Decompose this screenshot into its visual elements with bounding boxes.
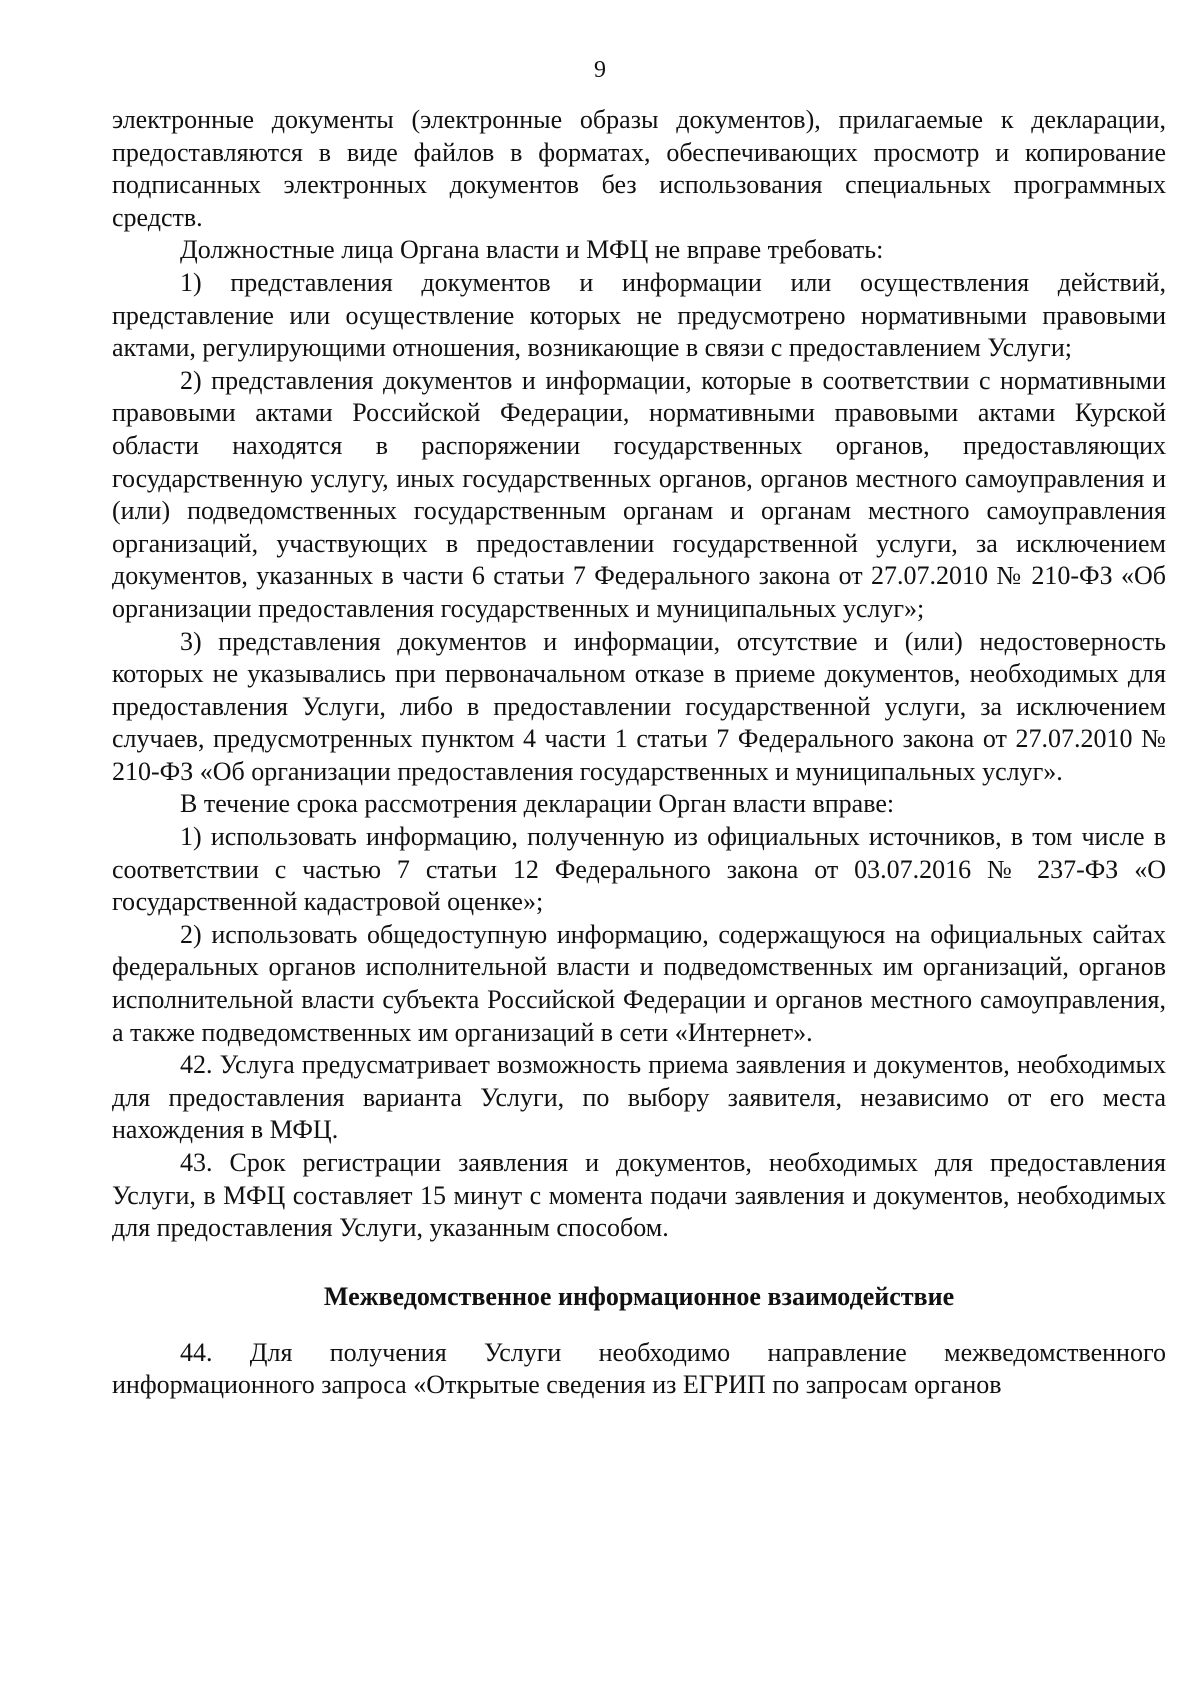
section-heading: Межведомственное информационное взаимодействие	[323, 1281, 955, 1311]
list-item-paragraph: 2) представления документов и информации, которые в соответствии с нормативными правовыми актами Российской Федерации, нормативными правовыми актами Курской области находятся в распоряжении государственных органов, предоставляющих государственную услугу, иных государственных органов, органов местного самоуправления и (или) подведомственных государственным органам и органам местного самоуправления организаций, участвующих в предоставлении государственной услуги, за исключением документов, указанных в части 6 статьи 7 Федерального закона от 27.07.2010 № 210-ФЗ «Об организации предоставления государственных и муниципальных услуг»;	[112, 365, 1166, 623]
numbered-clause-42: 42. Услуга предусматривает возможность приема заявления и документов, необходимых для предоставления варианта Услуги, по выбору заявителя, независимо от его места нахождения в МФЦ.	[112, 1050, 1166, 1145]
list-item-paragraph: 3) представления документов и информации, отсутствие и (или) недостоверность которых не указывались при первоначальном отказе в приеме документов, необходимых для предоставления Услуги, либо в предоставлении государственной услуги, за исключением случаев, предусмотренных пунктом 4 части 1 статьи 7 Федерального закона от 27.07.2010 № 210-ФЗ «Об организации предоставления государственных и муниципальных услуг».	[112, 626, 1166, 786]
numbered-clause-43: 43. Срок регистрации заявления и документов, необходимых для предоставления Услуги, в МФЦ составляет 15 минут с момента подачи заявления и документов, необходимых для предоставления Услуги, указанным способом.	[112, 1148, 1166, 1243]
paragraph: Должностные лица Органа власти и МФЦ не вправе требовать:	[180, 235, 884, 265]
paragraph: электронные документы (электронные образы документов), прилагаемые к декларации, предоставляются в виде файлов в форматах, обеспечивающих просмотр и копирование подписанных электронных документов без использования специальных программных средств.	[112, 105, 1166, 232]
list-item-paragraph: 1) представления документов и информации или осуществления действий, представление или осуществление которых не предусмотрено нормативными правовыми актами, регулирующими отношения, возникающие в связи с предоставлением Услуги;	[112, 267, 1166, 363]
spacer	[112, 1313, 1166, 1337]
paragraph: В течение срока рассмотрения декларации Орган власти вправе:	[180, 789, 895, 819]
list-item-paragraph: 2) использовать общедоступную информацию, содержащуюся на официальных сайтах федеральных органов исполнительной власти и подведомственных им организаций, органов исполнительной власти субъекта Российской Федерации и органов местного самоуправления, а также подведомственных им организаций в сети «Интернет».	[112, 919, 1166, 1047]
page-number: 9	[594, 57, 606, 83]
numbered-clause-44: 44. Для получения Услуги необходимо направление межведомственного информационного запроса «Открытые сведения из ЕГРИП по запросам органов	[112, 1337, 1166, 1400]
spacer	[112, 1245, 1166, 1281]
list-item-paragraph: 1) использовать информацию, полученную из официальных источников, в том числе в соответствии с частью 7 статьи 12 Федерального закона от 03.07.2016 № 237-ФЗ «О государственной кадастровой оценке»;	[112, 822, 1166, 917]
document-body	[112, 104, 1166, 1402]
